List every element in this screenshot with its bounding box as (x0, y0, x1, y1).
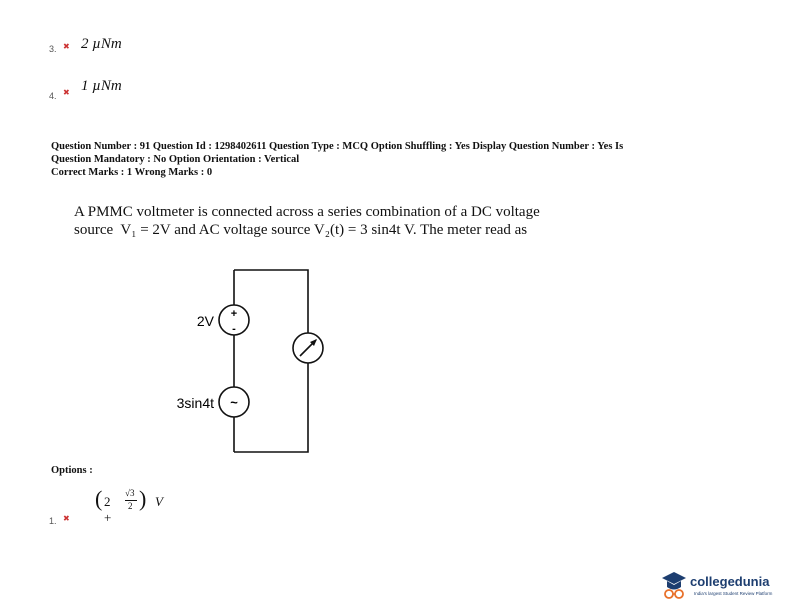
plus-sign: + (230, 308, 238, 320)
formula-unit: V (155, 494, 163, 509)
fraction-denominator: 2 (128, 501, 133, 511)
option-text: 2 µNm (81, 36, 122, 52)
meta-line-1: Question Number : 91 Question Id : 1298402611 Question Type : MCQ Option Shuffling : Yes Display Question Number : Yes Is (51, 141, 624, 152)
option-1[interactable] (49, 486, 189, 530)
fraction-numerator: √3 (125, 488, 135, 498)
options-label: Options : (51, 465, 93, 476)
cross-icon: ✖ (63, 88, 70, 97)
circuit-diagram (150, 260, 370, 460)
option-number: 4. (49, 91, 57, 101)
cross-icon: ✖ (63, 514, 70, 523)
cross-icon: ✖ (63, 42, 70, 51)
prev-option-4 (49, 78, 169, 102)
ac-tilde: ~ (230, 395, 238, 410)
logo-name: collegedunia (690, 574, 770, 589)
meta-line-3: Correct Marks : 1 Wrong Marks : 0 (51, 167, 213, 178)
option-number: 3. (49, 44, 57, 54)
close-paren: ) (139, 486, 147, 511)
question-text (74, 203, 714, 239)
open-paren: ( (95, 486, 103, 511)
ac-voltage-label: 3sin4t (176, 395, 214, 411)
brand-logo (660, 566, 788, 606)
prev-option-3 (49, 36, 169, 58)
minus-sign: - (232, 323, 236, 335)
question-line-1: A PMMC voltmeter is connected across a series combination of a DC voltage (74, 204, 540, 220)
question-line-2: source V₁ = 2V and AC voltage source V₂(t) = 3 sin4t V. The meter read as (74, 222, 528, 238)
formula-prefix: 2 + (104, 494, 112, 525)
meta-line-2: Question Mandatory : No Option Orientation : Vertical (51, 154, 300, 165)
graduate-icon (660, 570, 688, 600)
logo-tagline: India's largest Student Review Platform (694, 591, 773, 596)
question-meta (51, 140, 751, 179)
option-number: 1. (49, 516, 57, 526)
option-text: 1 µNm (81, 78, 122, 94)
dc-voltage-label: 2V (196, 313, 214, 329)
